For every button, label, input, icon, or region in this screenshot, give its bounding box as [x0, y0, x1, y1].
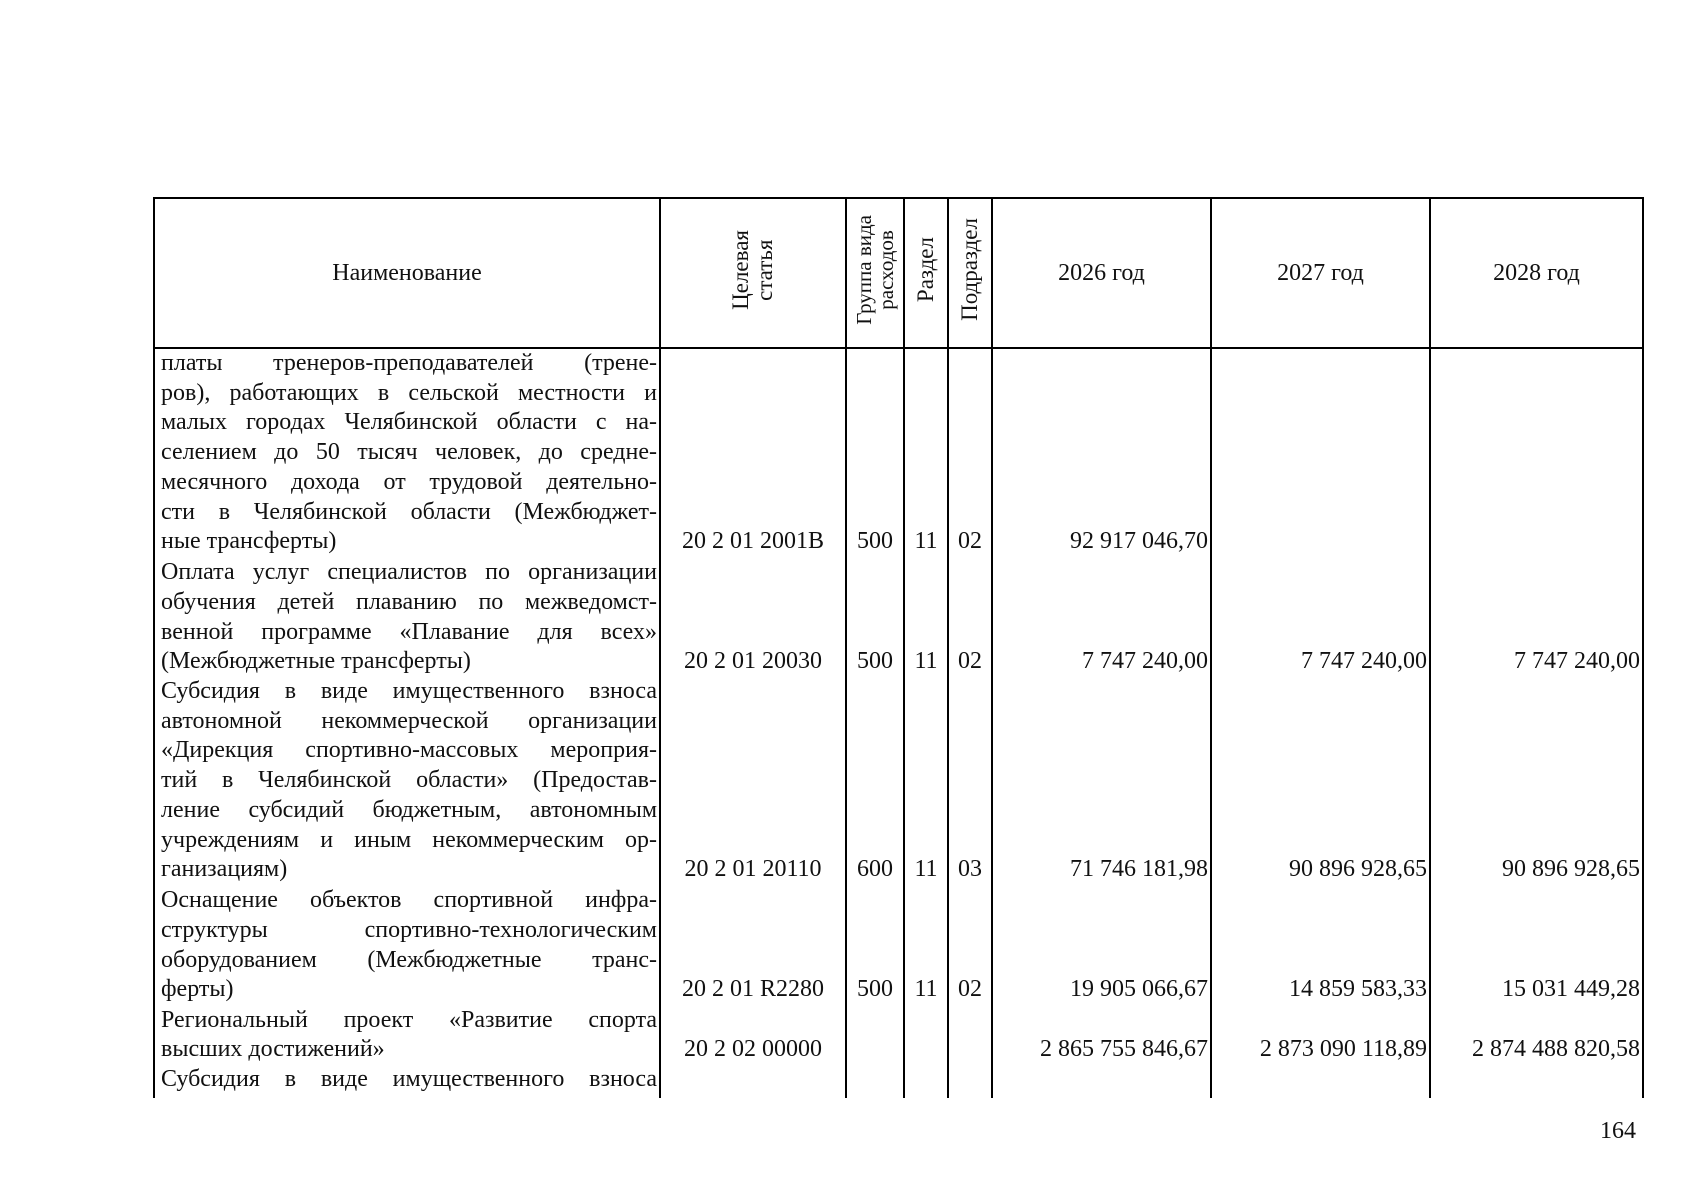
page-number: 164	[1600, 1118, 1636, 1144]
row-name-line: венной программе «Плавание для всех»	[161, 618, 657, 645]
target-item-cell: 20 2 01 20030	[660, 557, 846, 677]
row-name-line: малых городах Челябинской области с на-	[161, 409, 657, 436]
header-section: Раздел	[904, 198, 948, 348]
row-name-line: ные трансферты)	[161, 528, 337, 555]
row-name-line: Субсидия в виде имущественного взноса	[161, 1065, 657, 1092]
table-row	[154, 1005, 1643, 1065]
amount-2027-cell: 90 896 928,65	[1211, 677, 1430, 885]
row-name-line: обучения детей плаванию по межведомст-	[161, 588, 657, 615]
amount-2027-cell: 14 859 583,33	[1211, 885, 1430, 1005]
table-row	[154, 677, 1643, 885]
subsection-cell	[948, 1005, 992, 1065]
row-name-cell	[154, 1065, 660, 1098]
row-name-cell	[154, 885, 660, 1005]
row-name-line: учреждениям и иным некоммерческим ор-	[161, 826, 657, 853]
amount-2026-cell: 92 917 046,70	[992, 348, 1211, 557]
table-row	[154, 885, 1643, 1005]
target-item-cell: 20 2 02 00000	[660, 1005, 846, 1065]
amount-2026-cell	[992, 1065, 1211, 1098]
row-name-line: «Дирекция спортивно-массовых мероприя-	[161, 737, 657, 764]
table-header-row	[154, 198, 1643, 348]
expense-group-cell: 500	[846, 348, 904, 557]
amount-2027-cell	[1211, 1065, 1430, 1098]
amount-2028-cell: 15 031 449,28	[1430, 885, 1643, 1005]
row-name-line: селением до 50 тысяч человек, до средне-	[161, 439, 657, 466]
target-item-cell: 20 2 01 2001В	[660, 348, 846, 557]
row-name-line: сти в Челябинской области (Межбюджет-	[161, 498, 657, 525]
row-name-line: структуры спортивно-технологическим	[161, 916, 657, 943]
expense-group-cell	[846, 1005, 904, 1065]
expense-group-cell: 500	[846, 557, 904, 677]
amount-2027-cell: 2 873 090 118,89	[1211, 1005, 1430, 1065]
expense-group-cell: 500	[846, 885, 904, 1005]
row-name-line: Оснащение объектов спортивной инфра-	[161, 887, 657, 914]
amount-2026-cell: 7 747 240,00	[992, 557, 1211, 677]
header-subsection: Подраздел	[948, 198, 992, 348]
subsection-cell: 02	[948, 348, 992, 557]
row-name-line: оборудованием (Межбюджетные транс-	[161, 946, 657, 973]
section-cell: 11	[904, 885, 948, 1005]
section-cell	[904, 1065, 948, 1098]
target-item-cell: 20 2 01 R2280	[660, 885, 846, 1005]
amount-2028-cell: 7 747 240,00	[1430, 557, 1643, 677]
header-name: Наименование	[154, 198, 660, 348]
expense-group-cell	[846, 1065, 904, 1098]
row-name-line: ров), работающих в сельской местности и	[161, 379, 657, 406]
expense-group-cell: 600	[846, 677, 904, 885]
row-name-cell	[154, 348, 660, 557]
row-name-line: ление субсидий бюджетным, автономным	[161, 796, 657, 823]
row-name-cell	[154, 557, 660, 677]
row-name-line: высших достижений»	[161, 1036, 385, 1063]
row-name-line: тий в Челябинской области» (Предостав-	[161, 767, 657, 794]
amount-2026-cell: 2 865 755 846,67	[992, 1005, 1211, 1065]
row-name-line: месячного дохода от трудовой деятельно-	[161, 468, 657, 495]
row-name-line: (Межбюджетные трансферты)	[161, 648, 471, 675]
amount-2027-cell	[1211, 348, 1430, 557]
amount-2028-cell: 90 896 928,65	[1430, 677, 1643, 885]
header-year-2026: 2026 год	[992, 198, 1211, 348]
row-name-line: Региональный проект «Развитие спорта	[161, 1006, 657, 1033]
row-name-line: платы тренеров-преподавателей (трене-	[161, 350, 657, 376]
section-cell: 11	[904, 557, 948, 677]
header-expense-group: Группа вида расходов	[846, 198, 904, 348]
table-row	[154, 348, 1643, 557]
row-name-line: автономной некоммерческой организации	[161, 707, 657, 734]
table-row	[154, 1065, 1643, 1098]
header-target-item: Целевая статья	[660, 198, 846, 348]
row-name-line: ганизациям)	[161, 856, 288, 883]
amount-2027-cell: 7 747 240,00	[1211, 557, 1430, 677]
header-year-2028: 2028 год	[1430, 198, 1643, 348]
amount-2028-cell: 2 874 488 820,58	[1430, 1005, 1643, 1065]
target-item-cell: 20 2 01 20110	[660, 677, 846, 885]
section-cell: 11	[904, 348, 948, 557]
section-cell: 11	[904, 677, 948, 885]
subsection-cell	[948, 1065, 992, 1098]
amount-2028-cell	[1430, 348, 1643, 557]
row-name-cell	[154, 1005, 660, 1065]
target-item-cell	[660, 1065, 846, 1098]
subsection-cell: 02	[948, 557, 992, 677]
section-cell	[904, 1005, 948, 1065]
budget-table	[153, 197, 1644, 1098]
header-year-2027: 2027 год	[1211, 198, 1430, 348]
row-name-line: Оплата услуг специалистов по организации	[161, 559, 657, 586]
subsection-cell: 03	[948, 677, 992, 885]
row-name-cell	[154, 677, 660, 885]
amount-2028-cell	[1430, 1065, 1643, 1098]
amount-2026-cell: 19 905 066,67	[992, 885, 1211, 1005]
table-row	[154, 557, 1643, 677]
row-name-line: Субсидия в виде имущественного взноса	[161, 678, 657, 704]
amount-2026-cell: 71 746 181,98	[992, 677, 1211, 885]
row-name-line: ферты)	[161, 976, 234, 1003]
subsection-cell: 02	[948, 885, 992, 1005]
